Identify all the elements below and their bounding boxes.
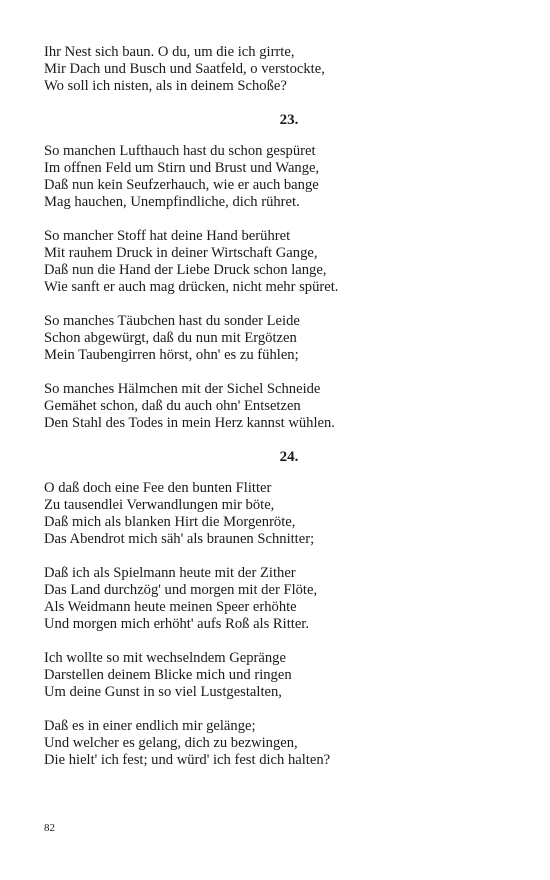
stanza bbox=[44, 313, 514, 364]
poem-number: 24. bbox=[279, 449, 299, 465]
page-number: 82 bbox=[44, 822, 55, 834]
stanza bbox=[44, 143, 514, 211]
stanza bbox=[44, 44, 514, 95]
verse-line: Mir Dach und Busch und Saatfeld, o verstockte, bbox=[44, 61, 325, 77]
verse-line: Daß nun kein Seufzerhauch, wie er auch bange bbox=[44, 177, 319, 193]
verse-line: Gemähet schon, daß du auch ohn' Entsetzen bbox=[44, 398, 301, 414]
verse-line: Im offnen Feld um Stirn und Brust und Wange, bbox=[44, 160, 320, 176]
verse-line: Das Abendrot mich säh' als braunen Schnitter; bbox=[44, 531, 315, 547]
verse-line: So manchen Lufthauch hast du schon gespüret bbox=[44, 143, 316, 159]
poem-page bbox=[44, 44, 514, 786]
verse-line: Und welcher es gelang, dich zu bezwingen, bbox=[44, 735, 298, 751]
stanza bbox=[44, 228, 514, 296]
verse-line: Mag hauchen, Unempfindliche, dich rühret. bbox=[44, 194, 300, 210]
verse-line: Zu tausendlei Verwandlungen mir böte, bbox=[44, 497, 275, 513]
verse-line: Darstellen deinem Blicke mich und ringen bbox=[44, 667, 292, 683]
verse-line: Mit rauhem Druck in deiner Wirtschaft Gange, bbox=[44, 245, 318, 261]
verse-line: O daß doch eine Fee den bunten Flitter bbox=[44, 480, 272, 496]
verse-line: Daß es in einer endlich mir gelänge; bbox=[44, 718, 256, 734]
verse-line: Daß mich als blanken Hirt die Morgenröte, bbox=[44, 514, 296, 530]
verse-line: Schon abgewürgt, daß du nun mit Ergötzen bbox=[44, 330, 297, 346]
verse-line: So mancher Stoff hat deine Hand berühret bbox=[44, 228, 291, 244]
poem-23 bbox=[44, 112, 514, 432]
verse-line: Wie sanft er auch mag drücken, nicht mehr spüret. bbox=[44, 279, 339, 295]
verse-line: Daß ich als Spielmann heute mit der Zither bbox=[44, 565, 296, 581]
verse-line: Den Stahl des Todes in mein Herz kannst wühlen. bbox=[44, 415, 335, 431]
verse-line: Das Land durchzög' und morgen mit der Flöte, bbox=[44, 582, 318, 598]
verse-line: Ihr Nest sich baun. O du, um die ich girrte, bbox=[44, 44, 295, 60]
stanza bbox=[44, 381, 514, 432]
verse-line: So manches Hälmchen mit der Sichel Schneide bbox=[44, 381, 321, 397]
verse-line: Daß nun die Hand der Liebe Druck schon lange, bbox=[44, 262, 327, 278]
verse-line: Die hielt' ich fest; und würd' ich fest dich halten? bbox=[44, 752, 331, 768]
verse-line: Wo soll ich nisten, als in deinem Schoße? bbox=[44, 78, 287, 94]
stanza bbox=[44, 650, 514, 701]
verse-line: Als Weidmann heute meinen Speer erhöhte bbox=[44, 599, 297, 615]
stanza bbox=[44, 718, 514, 769]
poem-number: 23. bbox=[279, 112, 299, 128]
verse-line: Um deine Gunst in so viel Lustgestalten, bbox=[44, 684, 282, 700]
verse-line: Und morgen mich erhöht' aufs Roß als Ritter. bbox=[44, 616, 310, 632]
poem-continuation bbox=[44, 44, 514, 95]
poem-24 bbox=[44, 449, 514, 769]
verse-line: Mein Taubengirren hörst, ohn' es zu fühlen; bbox=[44, 347, 299, 363]
stanza bbox=[44, 565, 514, 633]
stanza bbox=[44, 480, 514, 548]
verse-line: Ich wollte so mit wechselndem Gepränge bbox=[44, 650, 286, 666]
verse-line: So manches Täubchen hast du sonder Leide bbox=[44, 313, 300, 329]
